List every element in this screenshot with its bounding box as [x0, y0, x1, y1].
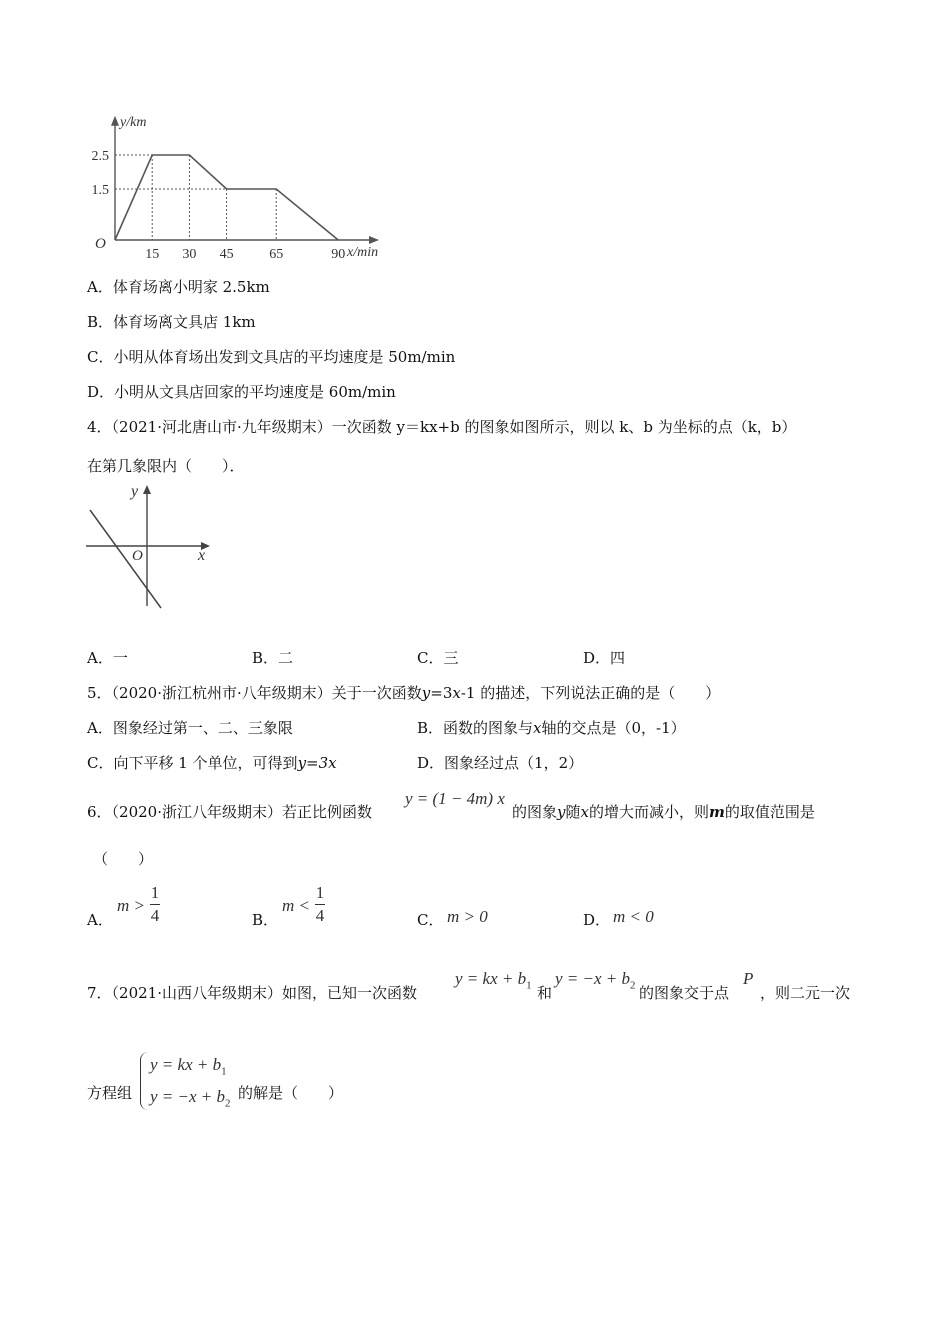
y-axis-arrow	[111, 116, 119, 126]
q5-b-var-x: x	[533, 719, 542, 737]
q5-c-text: C．向下平移 1 个单位，可得到	[87, 754, 298, 772]
q5-eq: =3	[430, 684, 453, 702]
y-axis-arrow	[143, 485, 151, 494]
q7-stem-end: ，则二元一次	[760, 984, 851, 1002]
x-tick-label: 30	[182, 247, 197, 262]
q7-system-eq2	[150, 1087, 231, 1109]
x-tick-label: 65	[269, 247, 284, 262]
distance-time-chart	[70, 80, 390, 270]
q6-option-d-label: D．	[583, 911, 611, 929]
q3-option-b: B．体育场离文具店 1km	[87, 313, 256, 331]
q6-stem-start: 6．（2020·浙江八年级期末）若正比例函数	[87, 803, 372, 821]
q6-formula: y = (1 − 4m) x	[405, 789, 505, 808]
q6-var-m: m	[709, 803, 725, 821]
y-axis-label: y	[131, 483, 139, 500]
y-tick-label: 2.5	[91, 149, 109, 164]
q6-stem-text2: 随	[565, 803, 581, 821]
q6-option-a-fraction	[150, 882, 160, 927]
x-axis-label: x/min	[347, 245, 379, 260]
q5-var-x: x	[452, 684, 461, 702]
q6-stem-text4: 的取值范围是	[724, 803, 815, 821]
fraction-numerator: 1	[150, 883, 160, 902]
q7-function-1-text: y = kx + b	[455, 969, 527, 988]
q4-stem-line2: 在第几象限内（ ）．	[87, 457, 245, 475]
x-tick-label: 90	[331, 247, 346, 262]
q5-var-y: y	[421, 684, 431, 702]
function-line	[90, 510, 161, 608]
q7-stem-mid: 的图象交于点	[639, 984, 730, 1002]
fraction-numerator: 1	[315, 883, 325, 902]
x-axis-arrow	[369, 236, 379, 244]
q7-line2-end: 的解是（ ）	[238, 1084, 344, 1102]
origin-label: O	[132, 548, 143, 564]
q6-option-b-label: B．	[252, 911, 279, 929]
q7-system-eq1	[150, 1055, 227, 1077]
q6-stem-end	[512, 801, 815, 822]
q7-stem-start: 7．（2021·山西八年级期末）如图，已知一次函数	[87, 984, 417, 1002]
q7-and: 和	[537, 984, 553, 1002]
y-tick-label: 1.5	[91, 183, 109, 198]
q6-option-a-label: A．	[87, 911, 113, 929]
q4-option-c: C．三	[417, 649, 459, 667]
q7-function-2-text: y = −x + b	[555, 969, 631, 988]
q5-option-b	[417, 717, 686, 738]
q7-line2-start: 方程组	[87, 1084, 133, 1102]
q4-option-a: A．一	[87, 649, 128, 667]
q6-option-d-math: m < 0	[613, 907, 654, 926]
q4-stem: 4．（2021·河北唐山市·九年级期末）一次函数 y＝kx+b 的图象如图所示，则以 k、b 为坐标的点（k，b）	[87, 418, 797, 436]
q3-option-a: A．体育场离小明家 2.5km	[87, 278, 270, 296]
q6-stem-text: 的图象	[512, 803, 558, 821]
x-axis-label: x	[198, 547, 206, 564]
fraction-denominator: 4	[150, 906, 160, 925]
q5-stem-tail: -1 的描述，下列说法正确的是（ ）	[460, 684, 721, 702]
q7-system-eq1-subscript: 1	[221, 1065, 227, 1078]
q6-option-c-label: C．	[417, 911, 444, 929]
fraction-denominator: 4	[315, 906, 325, 925]
q7-system-eq1-text: y = kx + b	[150, 1055, 222, 1074]
q6-option-b-lhs: m <	[282, 896, 310, 915]
q4-option-b: B．二	[252, 649, 294, 667]
q6-option-c-math: m > 0	[447, 907, 488, 926]
q7-function-1-subscript: 1	[526, 979, 532, 992]
q5-option-c	[87, 752, 337, 773]
q7-system-eq2-text: y = −x + b	[150, 1087, 226, 1106]
q6-paren: （ ）	[93, 850, 154, 868]
x-tick-label: 45	[219, 247, 234, 262]
q5-option-a: A．图象经过第一、二、三象限	[87, 719, 293, 737]
q5-c-equation: y=3x	[297, 754, 337, 772]
q7-function-2-subscript: 2	[630, 979, 636, 992]
q5-stem	[87, 682, 720, 703]
q7-system-eq2-subscript: 2	[225, 1097, 231, 1110]
q5-stem-text: 5．（2020·浙江杭州市·八年级期末）关于一次函数	[87, 684, 422, 702]
x-tick-label: 15	[145, 247, 160, 262]
q6-var-y: y	[557, 803, 566, 821]
y-axis-label: y/km	[120, 114, 147, 130]
q6-option-a-lhs: m >	[117, 896, 145, 915]
q4-option-d: D．四	[583, 649, 626, 667]
q3-option-d: D．小明从文具店回家的平均速度是 60m/min	[87, 383, 396, 401]
q7-function-1	[455, 969, 532, 991]
system-brace	[140, 1052, 149, 1110]
q6-var-x: x	[580, 803, 589, 821]
linear-function-graph	[80, 478, 220, 613]
q7-function-2	[555, 969, 636, 991]
q3-option-c: C．小明从体育场出发到文具店的平均速度是 50m/min	[87, 348, 456, 366]
q5-option-d: D．图象经过点（1，2）	[417, 754, 584, 772]
q5-b-tail: 轴的交点是（0，-1）	[541, 719, 686, 737]
origin-label: O	[95, 236, 106, 252]
q6-stem-text3: 的增大而减小，则	[588, 803, 709, 821]
q6-option-b-fraction	[315, 882, 325, 927]
q5-b-text: B．函数的图象与	[417, 719, 534, 737]
q7-point: P	[743, 969, 754, 988]
